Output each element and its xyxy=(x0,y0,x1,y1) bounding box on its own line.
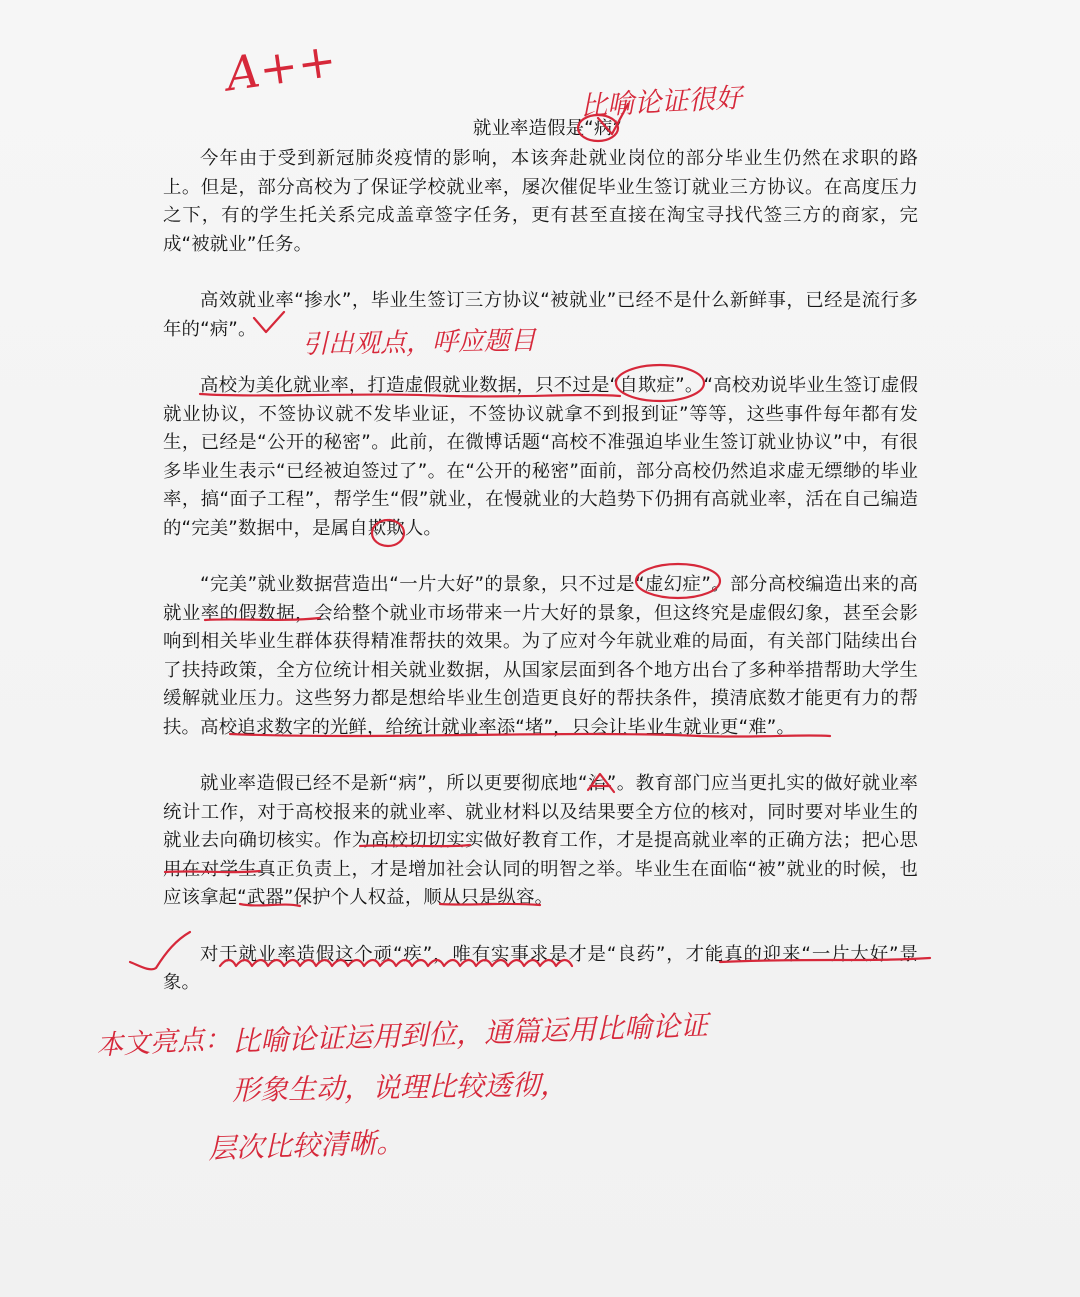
essay-body xyxy=(163,116,918,998)
essay-paragraph-2: 高效就业率“掺水”，毕业生签订三方协议“被就业”已经不是什么新鲜事，已经是流行多年的“病”。 xyxy=(163,290,918,340)
paragraph-comment: 引出观点，呼应题目 xyxy=(301,325,537,361)
summary-label: 本文亮点： xyxy=(95,1023,232,1062)
essay-paragraph-1: 今年由于受到新冠肺炎疫情的影响，本该奔赴就业岗位的部分毕业生仍然在求职的路上。但是，部分高校为了保证学校就业率，屡次催促毕业生签订就业三方协议。在高度压力之下，有的学生托关系完成盖章签字任务，更有甚至直接在淘宝寻找代签三方的商家，完成“被就业”任务。 xyxy=(163,148,918,255)
grade-mark: A++ xyxy=(222,32,340,102)
essay-paragraph-4: “完美”就业数据营造出“一片大好”的景象，只不过是“虚幻症”。部分高校编造出来的高就业率的假数据，会给整个就业市场带来一片大好的景象，但这终究是虚假幻象，甚至会影响到相关毕业生群体获得精准帮扶的效果。为了应对今年就业难的局面，有关部门陆续出台了扶持政策，全方位统计相关就业数据，从国家层面到各个地方出台了多种举措帮助大学生缓解就业压力。这些努力都是想给毕业生创造更良好的帮扶条件，摸清底数才能更有力的帮扶。高校追求数字的光鲜，给统计就业率添“堵”，只会让毕业生就业更“难”。 xyxy=(163,574,918,738)
summary-line-1: 比喻论证运用到位，通篇运用比喻论证 xyxy=(231,1008,709,1059)
summary-line-3: 层次比较清晰。 xyxy=(207,1125,405,1166)
summary-line-2: 形象生动，说理比较透彻， xyxy=(231,1068,569,1107)
essay-paragraph-6: 对于就业率造假这个顽“疾”，唯有实事求是才是“良药”，才能真的迎来“一片大好”景象。 xyxy=(163,943,918,993)
essay-paragraph-3: 高校为美化就业率，打造虚假就业数据，只不过是“自欺症”。“高校劝说毕业生签订虚假就业协议，不签协议就不发毕业证，不签协议就拿不到报到证”等等，这些事件每年都有发生，已经是“公开的秘密”。此前，在微博话题“高校不准强迫毕业生签订就业协议”中，有很多毕业生表示“已经被迫签过了”。在“公开的秘密”面前，部分高校仍然追求虚无缥缈的毕业率，搞“面子工程”，帮学生“假”就业，在慢就业的大趋势下仍拥有高就业率，活在自己编造的“完美”数据中，是属自欺欺人。 xyxy=(163,375,918,539)
essay-paragraph-5: 就业率造假已经不是新“病”，所以更要彻底地“治”。教育部门应当更扎实的做好就业率统计工作，对于高校报来的就业率、就业材料以及结果要全方位的核对，同时要对毕业生的就业去向确切核实。作为高校切切实实做好教育工作，才是提高就业率的正确方法；把心思用在对学生真正负责上，才是增加社会认同的明智之举。毕业生在面临“被”就业的时候，也应该拿起“武器”保护个人权益，顺从只是纵容。 xyxy=(163,773,918,908)
title-comment: 比喻论证很好 xyxy=(579,82,743,123)
essay-title: 就业率造假是“病” xyxy=(472,118,623,139)
